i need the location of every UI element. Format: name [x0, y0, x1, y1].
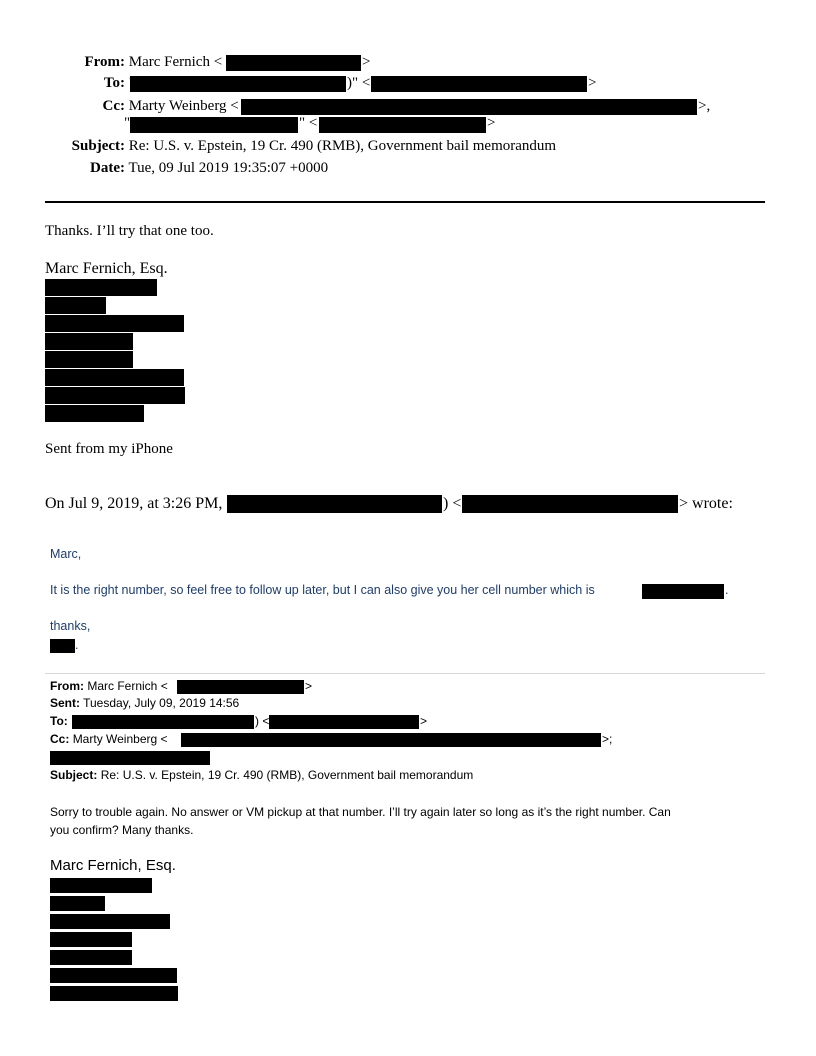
quoted-thanks: thanks,	[50, 619, 91, 633]
header-cc2-open: "	[124, 115, 131, 131]
on-wrote-prefix: On Jul 9, 2019, at 3:26 PM,	[45, 495, 223, 512]
redaction	[319, 117, 486, 133]
header-cc2-mid: " <	[299, 115, 318, 131]
fwd-subject-label: Subject:	[50, 768, 98, 782]
signature-redaction	[45, 369, 184, 386]
fwd-to-close: >	[420, 714, 428, 728]
fwd-cc-value: Marty Weinberg <	[72, 732, 168, 746]
fwd-signature-redaction	[50, 950, 132, 965]
header-date-value: Tue, 09 Jul 2019 19:35:07 +0000	[128, 160, 329, 176]
redaction	[462, 495, 678, 513]
header-to-close: >	[588, 75, 597, 91]
redaction	[130, 76, 346, 92]
redaction	[50, 751, 210, 765]
quoted-greeting: Marc,	[50, 547, 82, 561]
fwd-from-close: >	[305, 679, 313, 693]
header-date-row	[45, 160, 328, 177]
header-subject-label: Subject:	[71, 138, 125, 154]
fwd-from-row	[50, 679, 168, 693]
forwarded-divider	[45, 673, 765, 674]
header-cc2-close: >	[487, 115, 496, 131]
signature-redaction	[45, 279, 157, 296]
header-date-label: Date:	[90, 160, 125, 176]
fwd-cc-row	[50, 732, 168, 746]
body-line1: Thanks. I’ll try that one too.	[45, 223, 214, 239]
fwd-sent-value: Tuesday, July 09, 2019 14:56	[83, 696, 240, 710]
header-cc-close: >,	[698, 98, 711, 114]
header-to-row	[45, 75, 135, 92]
header-cc-value: Marty Weinberg <	[128, 98, 239, 114]
sent-from-line: Sent from my iPhone	[45, 441, 173, 457]
redaction	[72, 715, 254, 729]
redaction	[177, 680, 304, 694]
header-from-label: From:	[84, 54, 125, 70]
fwd-signature-redaction	[50, 878, 152, 893]
fwd-cc-label: Cc:	[50, 732, 70, 746]
header-to-mid: )" <	[347, 75, 371, 91]
fwd-sent-row	[50, 696, 239, 710]
header-from-value: Marc Fernich <	[128, 54, 223, 70]
signature-redaction	[45, 387, 185, 404]
redaction	[269, 715, 419, 729]
fwd-from-value: Marc Fernich <	[87, 679, 168, 693]
on-wrote-suffix: > wrote:	[679, 495, 733, 512]
redaction	[50, 639, 75, 653]
quoted-text: It is the right number, so feel free to follow up later, but I can also give you her cell number which is	[50, 583, 595, 597]
fwd-subject-row	[50, 768, 473, 782]
fwd-body-line2: you confirm? Many thanks.	[50, 823, 194, 837]
header-from-row	[45, 54, 222, 71]
on-wrote-mid: ) <	[443, 495, 462, 512]
redaction	[226, 55, 361, 71]
signature-redaction	[45, 405, 144, 422]
redaction	[227, 495, 442, 513]
fwd-signature-redaction	[50, 986, 178, 1001]
fwd-signature-redaction	[50, 896, 105, 911]
redaction	[642, 584, 724, 599]
redaction	[241, 99, 697, 115]
header-cc-row	[45, 98, 239, 115]
redaction	[181, 733, 601, 747]
signature-name: Marc Fernich, Esq.	[45, 260, 168, 277]
signature-redaction	[45, 351, 133, 368]
fwd-body-line1: Sorry to trouble again. No answer or VM pickup at that number. I’ll try again later so long as it’s the right number. Can	[50, 805, 671, 819]
header-subject-row	[45, 138, 556, 155]
fwd-to-mid: ) <	[255, 714, 270, 728]
header-to-label: To:	[103, 75, 125, 91]
quoted-text-end: .	[725, 583, 729, 597]
header-divider	[45, 201, 765, 203]
header-subject-value: Re: U.S. v. Epstein, 19 Cr. 490 (RMB), Government bail memorandum	[128, 138, 557, 154]
fwd-subject-value: Re: U.S. v. Epstein, 19 Cr. 490 (RMB), Government bail memorandum	[100, 768, 474, 782]
fwd-signature-redaction	[50, 914, 170, 929]
signature-redaction	[45, 297, 106, 314]
fwd-signature-name: Marc Fernich, Esq.	[50, 857, 176, 874]
signature-redaction	[45, 333, 133, 350]
fwd-to-label: To:	[50, 714, 68, 728]
fwd-sent-label: Sent:	[50, 696, 80, 710]
signature-redaction	[45, 315, 184, 332]
header-cc-label: Cc:	[102, 98, 125, 114]
redaction	[130, 117, 298, 133]
fwd-signature-redaction	[50, 968, 177, 983]
fwd-signature-redaction	[50, 932, 132, 947]
fwd-to-row	[50, 714, 68, 728]
redaction	[371, 76, 587, 92]
quoted-sig-dot: .	[75, 638, 79, 652]
header-from-close: >	[362, 54, 371, 70]
fwd-cc-close: >;	[602, 732, 613, 746]
fwd-from-label: From:	[50, 679, 84, 693]
